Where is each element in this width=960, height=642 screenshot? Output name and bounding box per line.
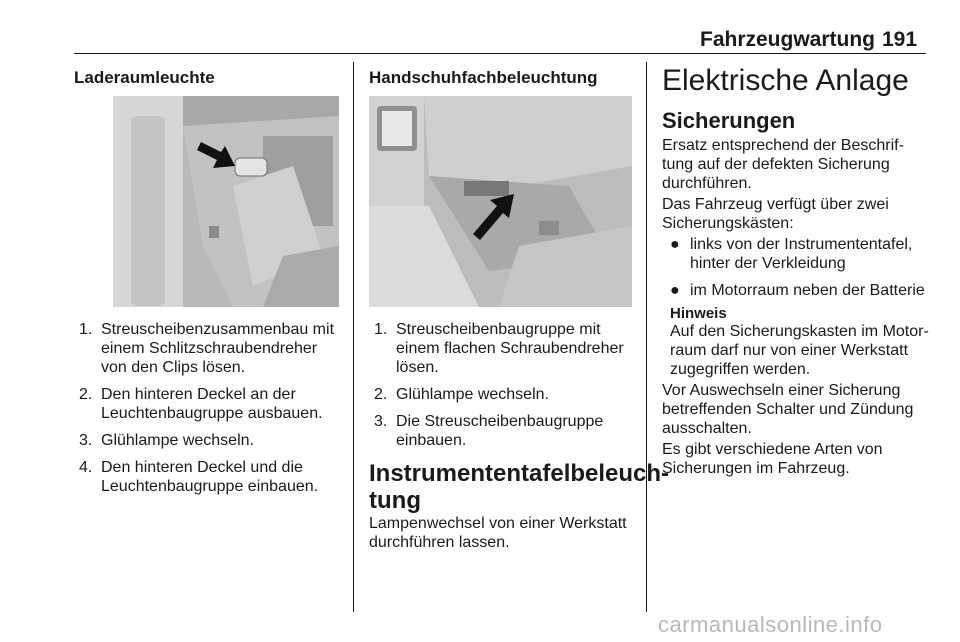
step-number: 4. — [79, 459, 93, 476]
note-text: Auf den Sicherungskasten im Motorraum darf nur von einer Werkstatt zugegriffen werden. — [670, 323, 929, 378]
step-number: 3. — [79, 432, 93, 449]
column-divider-2 — [646, 62, 647, 612]
column-divider-1 — [353, 62, 354, 612]
list-item — [369, 320, 634, 377]
cargo-light-photo — [113, 96, 339, 307]
glovebox-light-steps — [369, 320, 634, 458]
step-text: Den hinteren Deckel an der Leuchtenbaugruppe ausbauen. — [101, 386, 323, 422]
list-item — [74, 385, 340, 423]
list-item — [662, 235, 928, 273]
list-item — [74, 320, 340, 377]
list-item — [74, 431, 340, 450]
cargo-light-steps — [74, 320, 340, 504]
step-text: Streuscheibenzusammenbau mit einem Schlitzschraubendreher von den Clips lösen. — [101, 321, 335, 376]
header-rule — [74, 53, 926, 54]
glovebox-light-heading: Handschuhfachbeleuchtung — [369, 68, 598, 87]
fuses-paragraph-2: Das Fahrzeug verfügt über zwei Sicherungskästen: — [662, 196, 889, 232]
step-number: 3. — [374, 413, 388, 430]
running-header-title: Fahrzeugwartung — [700, 28, 876, 51]
fuses-paragraph-1: Ersatz entsprechend der Beschriftung auf der defekten Sicherung durchführen. — [662, 137, 904, 192]
bullet-text: links von der Instrumententafel, hinter der Verkleidung — [690, 236, 913, 272]
fuses-paragraph-3: Vor Auswechseln einer Sicherung betreffenden Schalter und Zündung ausschalten. — [662, 382, 914, 437]
step-number: 1. — [374, 321, 388, 338]
fuses-paragraph-4: Es gibt verschiedene Arten von Sicherungen im Fahrzeug. — [662, 441, 883, 477]
instrument-lighting-text: Lampenwechsel von einer Werkstatt durchführen lassen. — [369, 515, 627, 551]
list-item — [74, 458, 340, 496]
step-number: 2. — [374, 386, 388, 403]
step-number: 2. — [79, 386, 93, 403]
note-heading: Hinweis — [670, 305, 727, 322]
instrument-lighting-heading — [369, 460, 669, 514]
fuse-box-list — [662, 235, 928, 308]
list-item — [662, 281, 928, 300]
page-number: 191 — [882, 28, 918, 51]
glovebox-light-photo — [369, 96, 632, 307]
fuses-heading: Sicherungen — [662, 108, 796, 133]
bullet-text: im Motorraum neben der Batterie — [690, 282, 925, 299]
bullet-icon: ● — [670, 282, 680, 299]
step-text: Glühlampe wechseln. — [396, 386, 549, 403]
bullet-icon: ● — [670, 236, 680, 253]
step-number: 1. — [79, 321, 93, 338]
watermark: carmanualsonline.info — [658, 612, 883, 637]
heading-line: Instrumententafelbeleuch- — [369, 460, 670, 487]
chapter-title: Elektrische Anlage — [662, 64, 909, 97]
heading-line: tung — [369, 487, 421, 514]
step-text: Die Streuscheibenbaugruppe einbauen. — [396, 413, 604, 449]
step-text: Streuscheibenbaugruppe mit einem flachen Schraubendreher lösen. — [396, 321, 624, 376]
cargo-light-heading: Laderaumleuchte — [74, 68, 215, 87]
list-item — [369, 385, 634, 404]
list-item — [369, 412, 634, 450]
step-text: Glühlampe wechseln. — [101, 432, 254, 449]
step-text: Den hinteren Deckel und die Leuchtenbaugruppe einbauen. — [101, 459, 319, 495]
